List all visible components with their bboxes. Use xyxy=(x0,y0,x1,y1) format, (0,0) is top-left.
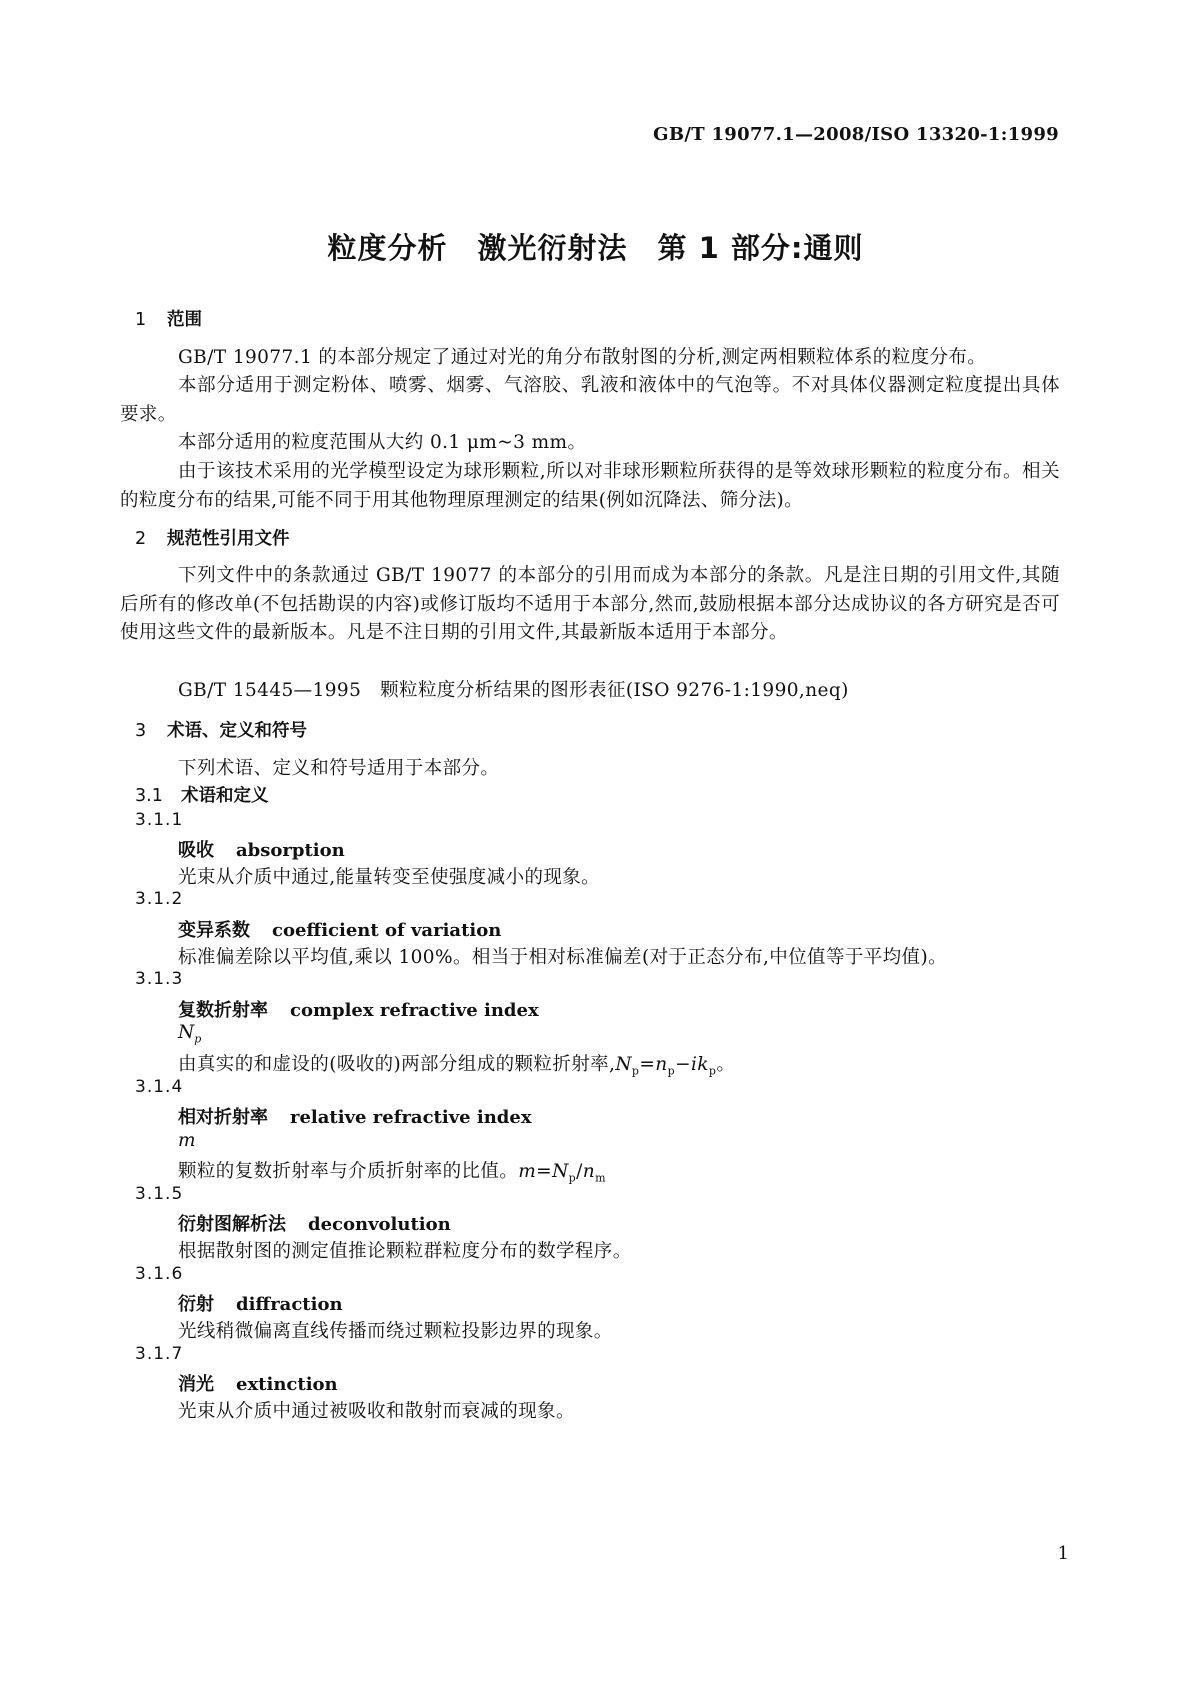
term-chinese: 吸收 xyxy=(178,840,214,861)
term-chinese: 衍射图解析法 xyxy=(178,1214,286,1235)
section-3-heading xyxy=(135,717,307,742)
document-title: 粒度分析 激光衍射法 第 1 部分:通则 xyxy=(327,231,864,265)
section-1-heading xyxy=(135,306,202,331)
subsection-3-1-heading xyxy=(135,782,269,807)
section-number: 3 xyxy=(135,721,147,741)
term-english: coefficient of variation xyxy=(272,920,502,941)
term-chinese: 相对折射率 xyxy=(178,1107,268,1128)
section-number: 1 xyxy=(135,310,147,330)
term-definition: 由真实的和虚设的(吸收的)两部分组成的颗粒折射率$,N_p=n_p-ik_p$。 xyxy=(178,1054,736,1078)
normative-reference: GB/T 15445—1995 颗粒粒度分析结果的图形表征(ISO 9276-1:1990,neq) xyxy=(178,680,849,701)
section-number: 2 xyxy=(135,529,147,549)
term-english: diffraction xyxy=(236,1294,343,1315)
page-number: 1 xyxy=(1057,1543,1069,1564)
term-number: 3.1.2 xyxy=(135,889,184,909)
term-number: 3.1.6 xyxy=(135,1264,184,1284)
subsection-title: 术语和定义 xyxy=(181,786,269,806)
section-title: 范围 xyxy=(167,310,202,330)
term-chinese: 复数折射率 xyxy=(178,1000,268,1021)
term-definition: 光束从介质中通过被吸收和散射而衰减的现象。 xyxy=(178,1401,575,1422)
subsection-number: 3.1 xyxy=(135,786,163,806)
section-2-heading xyxy=(135,525,290,550)
term-heading xyxy=(178,836,345,862)
section-2-paragraph-1: 下列文件中的条款通过 GB/T 19077 的本部分的引用而成为本部分的条款。凡是注日期的引用文件,其随后所有的修改单(不包括勘误的内容)或修订版均不适用于本部分,然而,鼓励根据本部分达成协议的各方研究是否可使用这些文件的最新版本。凡是不注日期的引用文件,其最新版本适用于本部分。 xyxy=(120,565,1060,643)
section-1-paragraph-1: GB/T 19077.1 的本部分规定了通过对光的角分布散射图的分析,测定两相颗粒体系的粒度分布。 xyxy=(178,347,987,368)
standard-code: GB/T 19077.1—2008/ISO 13320-1:1999 xyxy=(653,124,1059,145)
term-definition: 颗粒的复数折射率与介质折射率的比值。$m=N_p/n_m$ xyxy=(178,1161,606,1185)
term-english: absorption xyxy=(236,840,345,861)
term-heading xyxy=(178,1210,451,1236)
term-definition: 光束从介质中通过,能量转变至使强度减小的现象。 xyxy=(178,867,601,888)
term-definition: 标准偏差除以平均值,乘以 100%。相当于相对标准偏差(对于正态分布,中位值等于平均值)。 xyxy=(178,947,947,968)
term-symbol: m xyxy=(178,1130,196,1151)
section-title: 规范性引用文件 xyxy=(167,529,290,549)
section-1-paragraph-2: 本部分适用于测定粉体、喷雾、烟雾、气溶胶、乳液和液体中的气泡等。不对具体仪器测定粒度提出具体要求。 xyxy=(120,375,1060,425)
term-heading xyxy=(178,996,539,1022)
term-english: relative refractive index xyxy=(290,1107,532,1128)
term-heading xyxy=(178,1103,532,1129)
section-title: 术语、定义和符号 xyxy=(167,721,307,741)
term-number: 3.1.7 xyxy=(135,1344,184,1364)
term-symbol: $N_p$ xyxy=(178,1022,202,1046)
term-number: 3.1.4 xyxy=(135,1077,184,1097)
term-chinese: 变异系数 xyxy=(178,920,250,941)
section-1-paragraph-3: 本部分适用的粒度范围从大约 0.1 μm~3 mm。 xyxy=(178,432,587,453)
term-heading xyxy=(178,1370,338,1396)
term-number: 3.1.1 xyxy=(135,810,184,830)
section-3-paragraph-1: 下列术语、定义和符号适用于本部分。 xyxy=(178,758,500,779)
term-definition: 根据散射图的测定值推论颗粒群粒度分布的数学程序。 xyxy=(178,1241,632,1262)
term-heading xyxy=(178,916,501,942)
term-number: 3.1.5 xyxy=(135,1184,184,1204)
term-heading xyxy=(178,1290,343,1316)
term-chinese: 消光 xyxy=(178,1374,214,1395)
term-english: extinction xyxy=(236,1374,338,1395)
term-english: deconvolution xyxy=(308,1214,451,1235)
term-chinese: 衍射 xyxy=(178,1294,214,1315)
section-1-paragraph-4: 由于该技术采用的光学模型设定为球形颗粒,所以对非球形颗粒所获得的是等效球形颗粒的粒度分布。相关的粒度分布的结果,可能不同于用其他物理原理测定的结果(例如沉降法、筛分法)。 xyxy=(120,461,1060,511)
term-english: complex refractive index xyxy=(290,1000,539,1021)
term-definition: 光线稍微偏离直线传播而绕过颗粒投影边界的现象。 xyxy=(178,1321,613,1342)
term-number: 3.1.3 xyxy=(135,969,184,989)
